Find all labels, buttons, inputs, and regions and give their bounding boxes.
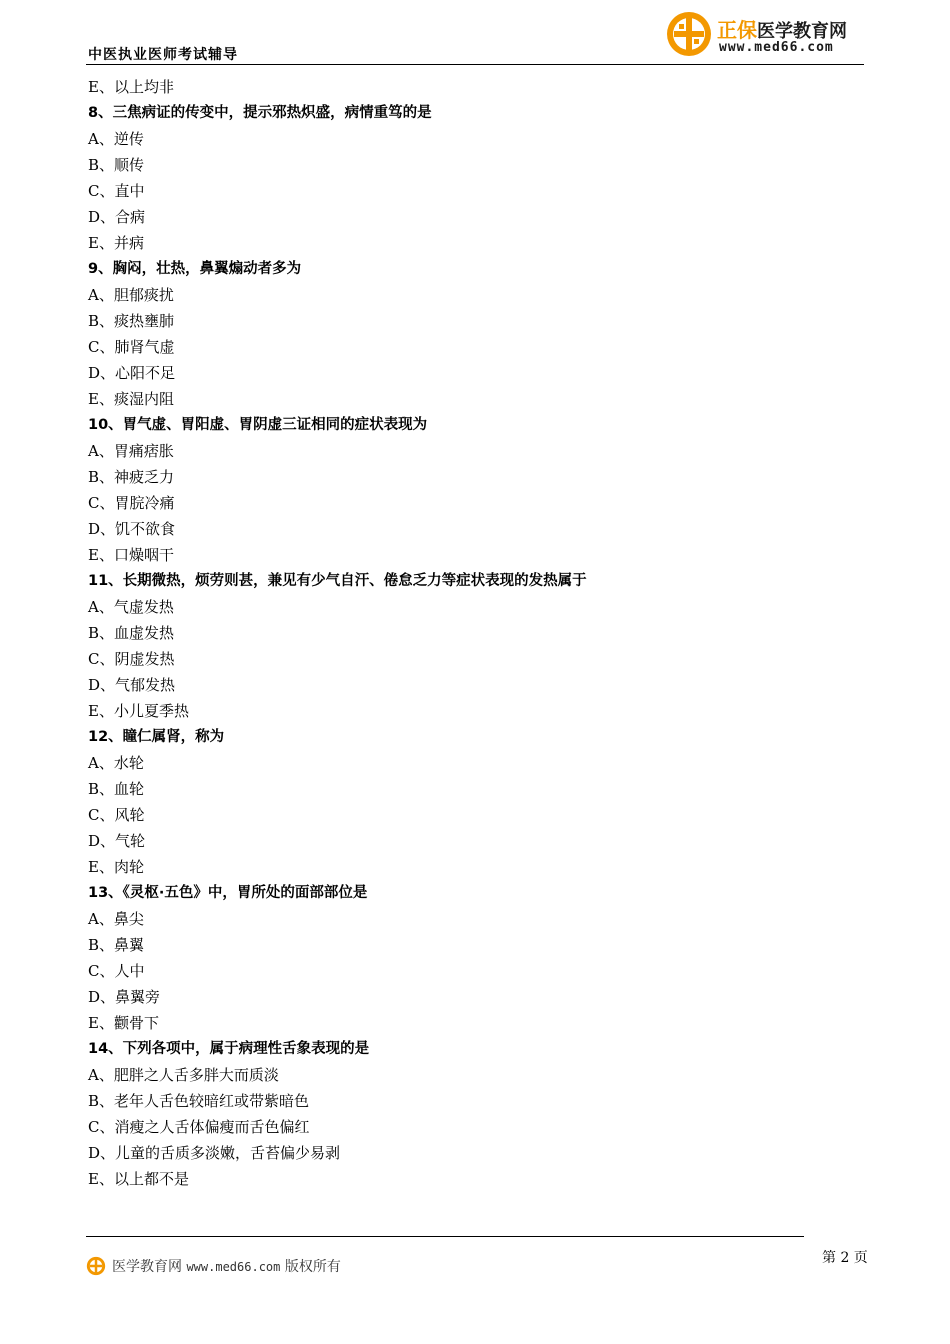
answer-option: D、心阳不足: [88, 364, 176, 382]
footer-rights: 版权所有: [284, 1259, 341, 1275]
header-divider: [86, 64, 864, 65]
footer-divider: [86, 1236, 804, 1237]
answer-option: C、胃脘冷痛: [88, 494, 175, 512]
answer-option: B、血虚发热: [88, 624, 175, 642]
logo-name: 医学教育网: [757, 21, 847, 42]
answer-option: A、肥胖之人舌多胖大而质淡: [88, 1066, 279, 1084]
question-stem: 10、胃气虚、胃阳虚、胃阴虚三证相同的症状表现为: [88, 417, 428, 433]
answer-option: E、口燥咽干: [88, 546, 174, 564]
answer-option: C、风轮: [88, 806, 145, 824]
question-stem: 8、三焦病证的传变中，提示邪热炽盛，病情重笃的是: [88, 105, 432, 121]
answer-option: E、痰湿内阻: [88, 390, 174, 408]
question-stem: 12、瞳仁属肾，称为: [88, 729, 225, 745]
answer-option: C、消瘦之人舌体偏瘦而舌色偏红: [88, 1118, 310, 1136]
footer-logo-icon: [86, 1256, 106, 1276]
question-stem: 13、《灵枢·五色》中，胃所处的面部部位是: [88, 885, 368, 901]
question-stem: 9、胸闷，壮热，鼻翼煽动者多为: [88, 261, 302, 277]
answer-option: C、直中: [88, 182, 145, 200]
site-logo[interactable]: [665, 10, 865, 60]
answer-option: B、鼻翼: [88, 936, 145, 954]
answer-option: C、人中: [88, 962, 145, 980]
logo-brand: 正保: [717, 18, 757, 42]
answer-option: E、以上都不是: [88, 1170, 189, 1188]
answer-option: A、逆传: [88, 130, 144, 148]
answer-option: D、鼻翼旁: [88, 988, 161, 1006]
answer-option: E、肉轮: [88, 858, 144, 876]
answer-option: B、痰热壅肺: [88, 312, 175, 330]
answer-option: B、老年人舌色较暗红或带紫暗色: [88, 1092, 310, 1110]
answer-option: B、顺传: [88, 156, 145, 174]
answer-option: C、肺肾气虚: [88, 338, 175, 356]
logo-text: [717, 14, 847, 43]
med66-logo-icon: [665, 10, 713, 58]
answer-option: E、颧骨下: [88, 1014, 159, 1032]
footer-url[interactable]: www.med66.com: [186, 1260, 281, 1274]
answer-option: D、气郁发热: [88, 676, 176, 694]
answer-option: E、小儿夏季热: [88, 702, 189, 720]
question-stem: 14、下列各项中，属于病理性舌象表现的是: [88, 1041, 370, 1057]
answer-option: C、阴虚发热: [88, 650, 175, 668]
answer-option: D、气轮: [88, 832, 146, 850]
header-title: 中医执业医师考试辅导: [88, 47, 238, 63]
answer-option: A、胃痛痞胀: [88, 442, 174, 460]
answer-option: D、合病: [88, 208, 146, 226]
answer-option: B、神疲乏力: [88, 468, 175, 486]
logo-url: www.med66.com: [719, 40, 834, 55]
answer-option: E、并病: [88, 234, 144, 252]
answer-option: D、饥不欲食: [88, 520, 176, 538]
answer-option: E、以上均非: [88, 78, 174, 96]
question-stem: 11、长期微热，烦劳则甚，兼见有少气自汗、倦怠乏力等症状表现的发热属于: [88, 573, 587, 589]
answer-option: A、鼻尖: [88, 910, 144, 928]
answer-option: A、水轮: [88, 754, 144, 772]
footer-site-name: 医学教育网: [112, 1259, 182, 1275]
answer-option: A、胆郁痰扰: [88, 286, 174, 304]
footer-copyright: [112, 1256, 341, 1276]
page-number: 第 2 页: [822, 1250, 868, 1266]
answer-option: D、儿童的舌质多淡嫩，舌苔偏少易剥: [88, 1144, 341, 1162]
answer-option: A、气虚发热: [88, 598, 174, 616]
answer-option: B、血轮: [88, 780, 145, 798]
question-list: [88, 74, 848, 1192]
